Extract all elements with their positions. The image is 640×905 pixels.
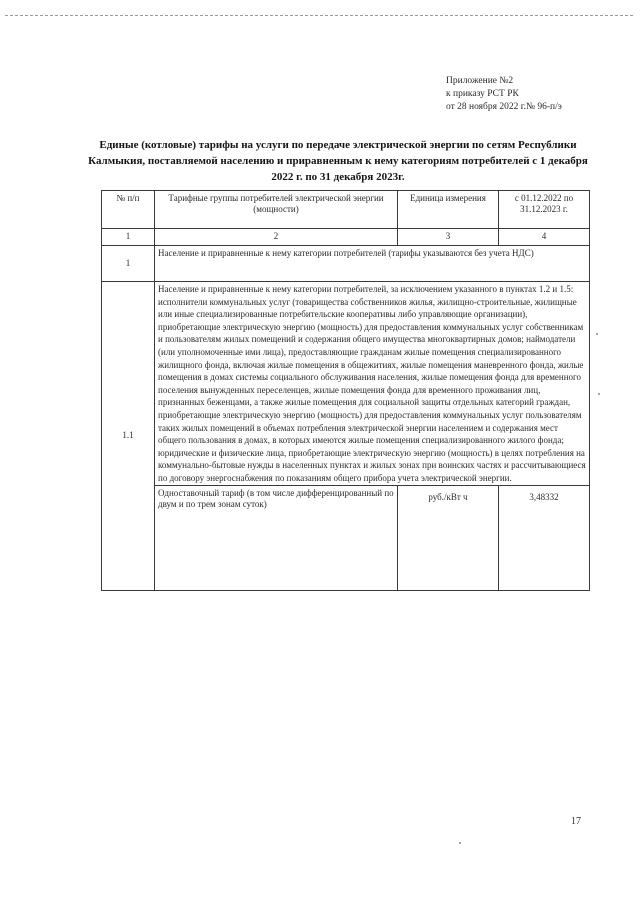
page-number: 17	[571, 816, 581, 827]
section-text: Население и приравненные к нему категории потребителей (тарифы указываются без учета НДС)	[155, 246, 590, 282]
column-number-2: 2	[155, 229, 398, 246]
scan-speck	[596, 333, 598, 335]
tariff-row	[102, 485, 590, 590]
header-period: с 01.12.2022 по 31.12.2023 г.	[499, 191, 590, 229]
section-row	[102, 246, 590, 282]
tariff-unit: руб./кВт ч	[398, 485, 499, 590]
column-number-4: 4	[499, 229, 590, 246]
table-header-row	[102, 191, 590, 229]
appendix-line-1: Приложение №2	[446, 76, 514, 86]
appendix-line-2: к приказу РСТ РК	[446, 89, 519, 99]
column-number-1: 1	[102, 229, 155, 246]
header-group: Тарифные группы потребителей электрической энергии (мощности)	[155, 191, 398, 229]
scan-speck	[459, 842, 461, 844]
column-number-row	[102, 229, 590, 246]
tariff-label: Одноставочный тариф (в том числе дифференцированный по двум и по трем зонам суток)	[155, 485, 398, 590]
tariff-value: 3,48332	[499, 485, 590, 590]
document-title: Единые (котловые) тарифы на услуги по передаче электрической энергии по сетям Республики Калмыкия, поставляемой населению и приравненным к нему категориям потребителей с 1 декабря 2022 г. по 31 декабря 2023г.	[88, 139, 588, 183]
appendix-line-3: от 28 ноября 2022 г.№ 96-п/э	[446, 102, 562, 112]
column-number-3: 3	[398, 229, 499, 246]
row-num: 1.1	[102, 282, 155, 591]
row-description: Население и приравненные к нему категории потребителей, за исключением указанного в пунктах 1.2 и 1.5: исполнители коммунальных услуг (товарищества собственников жилья, жилищно-строительные, жилищные или иные специализированные потребительские кооперативы либо управляющие организации), приобретающие электрическую энергию (мощность) для предоставления коммунальных услуг собственникам и пользователям жилых помещений и содержания общего имущества многоквартирных домов; наймодатели (или уполномоченные ими лица), предоставляющие гражданам жилые помещения специализированного жилищного фонда, включая жилые помещения в общежитиях, жилые помещения маневренного фонда, жилые помещения в домах системы социального обслуживания населения, жилые помещения фонда для временного поселения вынужденных переселенцев, жилые помещения фонда для временного проживания лиц, признанных беженцами, а также жилые помещения для социальной защиты отдельных категорий граждан, приобретающие электрическую энергию (мощность) для предоставления коммунальных услуг пользователям таких жилых помещений в объемах потребления электрической энергии населением и содержания мест общего пользования в домах, в которых имеются жилые помещения специализированного жилого фонда; юридические и физические лица, приобретающие электрическую энергию (мощность) в целях потребления на коммунально-бытовые нужды в населенных пунктах и жилых зонах при воинских частях и рассчитывающиеся по договору энергоснабжения по показаниям общего прибора учета электрической энергии.	[155, 282, 590, 486]
appendix-note	[446, 75, 562, 114]
table-row	[102, 282, 590, 486]
scan-speck	[598, 393, 600, 395]
section-num: 1	[102, 246, 155, 282]
header-num: № п/п	[102, 191, 155, 229]
tariff-table	[101, 190, 590, 591]
header-unit: Единица измерения	[398, 191, 499, 229]
top-scan-line	[5, 15, 633, 16]
